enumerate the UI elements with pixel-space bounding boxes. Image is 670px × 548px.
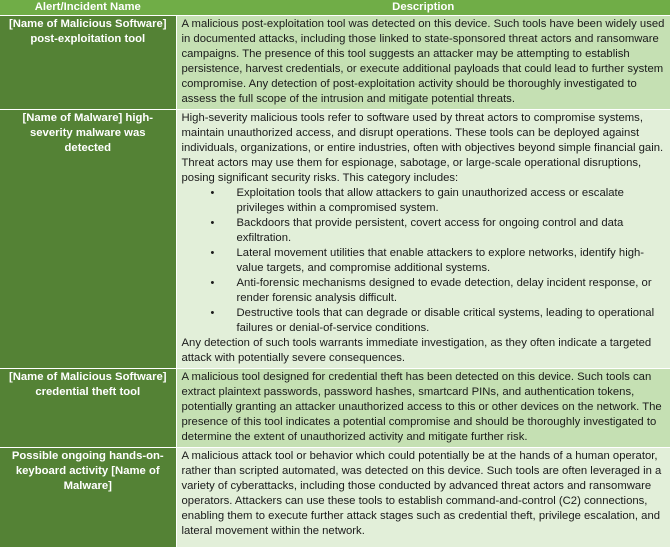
alert-name: [Name of Malicious Software] credential theft tool — [0, 369, 176, 448]
alert-name: [Name of Malicious Software] post-exploitation tool — [0, 16, 176, 110]
list-item-text: Anti-forensic mechanisms designed to evade detection, delay incident response, or render forensic analysis difficult. — [236, 277, 652, 304]
description-text: A malicious attack tool or behavior which could potentially be at the hands of a human operator, rather than scripted automated, was detected on this device. Such tools are often leveraged in a variety of cyberattacks, including those conducted by advanced threat actors and ransomware operators. Attackers can use these tools to establish command-and-control (C2) connections, enabling them to execute further attack stages such as credential theft, privilege escalation, and lateral movement within the network. — [181, 450, 662, 537]
table-row — [0, 369, 670, 448]
list-item — [210, 186, 667, 216]
bullet-icon: • — [210, 247, 215, 259]
description-text: High-severity malicious tools refer to software used by threat actors to compromise systems, maintain unauthorized access, and disrupt operations. These tools can be deployed against individuals, organizations, or entire industries, often with objectives beyond simple financial gain. Threat actors may use them for espionage, sabotage, or large-scale operational disruptions, posing significant security risks. This category includes: — [181, 112, 664, 184]
table-row — [0, 110, 670, 369]
column-header-description: Description — [176, 0, 670, 16]
list-item-text: Lateral movement utilities that enable attackers to explore networks, identify high-value targets, and compromise additional systems. — [236, 247, 645, 274]
alert-description — [176, 16, 670, 110]
list-item — [210, 276, 667, 306]
bullet-icon: • — [210, 187, 215, 199]
table-row — [0, 448, 670, 548]
list-item-text: Backdoors that provide persistent, covert access for ongoing control and data exfiltration. — [236, 217, 624, 244]
list-item — [210, 306, 667, 336]
list-item — [210, 246, 667, 276]
bullet-icon: • — [210, 217, 215, 229]
description-text: A malicious post-exploitation tool was detected on this device. Such tools have been widely used in documented attacks, including those linked to state-sponsored threat actors and ransomware campaigns. The presence of this tool suggests an attacker may be attempting to establish persistence, harvest credentials, or execute additional payloads that could lead to further system compromise. Any detection of post-exploitation activity should be thoroughly investigated to assess the full scope of the intrusion and mitigate potential threats. — [181, 18, 665, 105]
alert-description — [176, 110, 670, 369]
list-item — [210, 216, 667, 246]
alert-description — [176, 448, 670, 548]
description-closing: Any detection of such tools warrants immediate investigation, as they often indicate a targeted attack with potentially severe consequences. — [181, 337, 652, 364]
table-row — [0, 16, 670, 110]
category-list — [182, 186, 667, 336]
alert-description — [176, 369, 670, 448]
header-row — [0, 0, 670, 16]
bullet-icon: • — [210, 277, 215, 289]
column-header-name: Alert/Incident Name — [0, 0, 176, 16]
bullet-icon: • — [210, 307, 215, 319]
description-text: A malicious tool designed for credential theft has been detected on this device. Such tools can extract plaintext passwords, password hashes, smartcard PINs, and authentication tokens, potentially granting an attacker unauthorized access to this or other devices on the network. The presence of this tool indicates a potential compromise and should be thoroughly investigated to determine the extent of unauthorized activity and mitigate further risk. — [181, 371, 662, 443]
list-item-text: Exploitation tools that allow attackers to gain unauthorized access or escalate privileges within a compromised system. — [236, 187, 624, 214]
alert-name: [Name of Malware] high-severity malware was detected — [0, 110, 176, 369]
list-item-text: Destructive tools that can degrade or disable critical systems, leading to operational failures or denial-of-service conditions. — [236, 307, 655, 334]
alert-name: Possible ongoing hands-on-keyboard activity [Name of Malware] — [0, 448, 176, 548]
